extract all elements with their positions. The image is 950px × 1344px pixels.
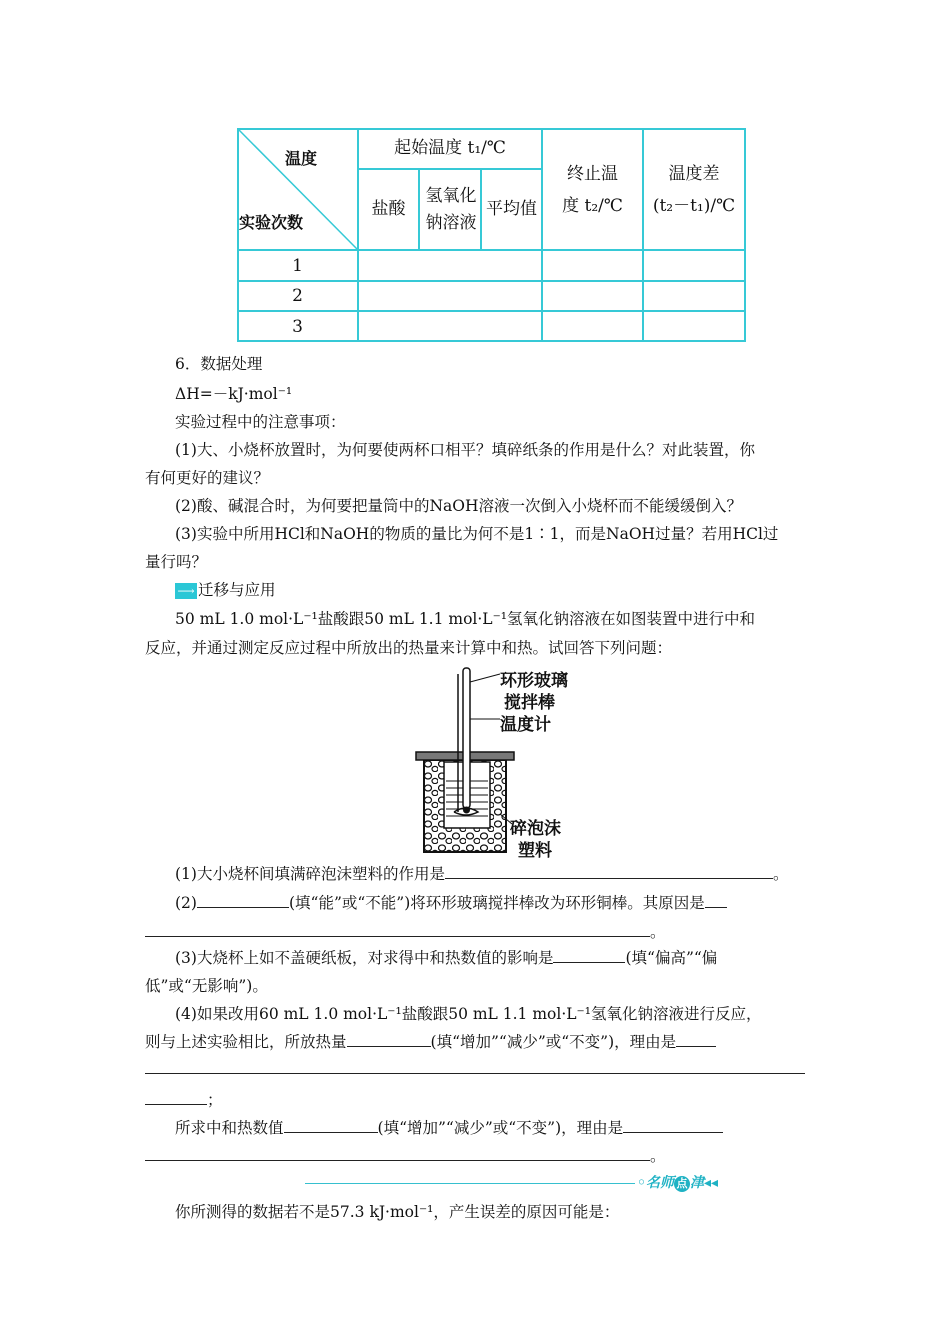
section-heading: 6．数据处理 [175, 355, 263, 373]
end-temp-header-1: 终止温 [567, 164, 618, 184]
answer-blank[interactable] [623, 1118, 723, 1133]
foam-label-2: 塑料 [518, 841, 552, 861]
logo-circle: 点 [674, 1176, 690, 1192]
stirrer-label-1: 环形玻璃 [500, 671, 568, 691]
answer-blank[interactable] [145, 1090, 207, 1105]
problem-text: 50 mL 1.0 mol·L⁻¹盐酸跟50 mL 1.1 mol·L⁻¹氢氧化钠溶液在如图装置中进行中和 [175, 610, 755, 628]
teacher-tip-logo [637, 1172, 718, 1192]
punct: 。 [772, 865, 789, 883]
answer-blank[interactable] [676, 1032, 716, 1047]
end-temp-header-2: 度 t₂/℃ [562, 196, 623, 216]
temp-diff-header-1: 温度差 [668, 164, 720, 184]
question-4-text-c: 所求中和热数值 [175, 1119, 284, 1137]
thermometer-label: 温度计 [500, 715, 551, 735]
question-2 [175, 891, 727, 913]
punct: 。 [650, 1147, 666, 1165]
question-1 [175, 862, 788, 884]
punct: 。 [650, 923, 666, 941]
note-2: (2)酸、碱混合时，为何要把量筒中的NaOH溶液一次倒入小烧杯而不能缓缓倒入？ [175, 497, 742, 515]
table-row-label: 3 [292, 317, 303, 337]
question-2-text: (填“能”或“不能”)将环形玻璃搅拌棒改为环形铜棒。其原因是 [288, 894, 705, 912]
answer-blank[interactable] [705, 893, 727, 908]
final-question: 你所测得的数据若不是57.3 kJ·mol⁻¹，产生误差的原因可能是： [175, 1203, 620, 1221]
note-1-cont: 有何更好的建议？ [145, 469, 270, 487]
question-1-text: (1)大小烧杯间填满碎泡沫塑料的作用是 [175, 865, 445, 883]
sub-header-avg: 平均值 [486, 199, 537, 219]
question-2-num: (2) [175, 894, 197, 912]
question-3-cont: 低”或“无影响”)。 [145, 977, 268, 995]
data-table [237, 128, 746, 342]
answer-blank[interactable] [197, 893, 289, 908]
temp-diff-header-2: (t₂－t₁)/℃ [652, 196, 736, 216]
note-3: (3)实验中所用HCl和NaOH的物质的量比为何不是1∶1，而是NaOH过量？若用HCl过 [175, 525, 779, 543]
question-3 [175, 946, 717, 968]
answer-blank[interactable] [145, 1146, 650, 1161]
section-tag [175, 578, 276, 600]
question-4-text: 则与上述实验相比，所放热量 [145, 1033, 347, 1051]
diag-header-bottom: 实验次数 [239, 213, 304, 232]
diag-header-top: 温度 [285, 149, 318, 168]
question-4-text-b: (填“增加”“减少”或“不变”)，理由是 [430, 1033, 677, 1051]
answer-blank[interactable] [553, 948, 625, 963]
question-4-end [145, 1088, 223, 1110]
logo-tail: 津 [689, 1175, 704, 1191]
chevron-left-icon: ◂◂ [703, 1175, 719, 1191]
answer-blank[interactable] [347, 1032, 431, 1047]
table-row-label: 1 [292, 256, 303, 276]
answer-blank[interactable] [445, 864, 773, 879]
note-3-cont: 量行吗？ [145, 553, 208, 571]
sub-header-naoh: 氢氧化钠溶液 [425, 186, 477, 233]
problem-text-cont: 反应，并通过测定反应过程中所放出的热量来计算中和热。试回答下列问题： [145, 639, 673, 657]
logo-dots: ◦ [637, 1175, 646, 1191]
notes-title: 实验过程中的注意事项： [175, 413, 346, 431]
question-4: (4)如果改用60 mL 1.0 mol·L⁻¹盐酸跟50 mL 1.1 mol·L⁻¹氢氧化钠溶液进行反应， [175, 1005, 762, 1023]
calorimeter-figure [410, 664, 580, 860]
punct: ； [207, 1091, 223, 1109]
stirrer-label-2: 搅拌棒 [504, 693, 555, 713]
start-temp-header: 起始温度 t₁/℃ [394, 138, 506, 158]
question-4-part2-cont [145, 1144, 666, 1166]
question-4-cont [145, 1030, 716, 1052]
sub-header-hcl: 盐酸 [371, 199, 406, 219]
table-row-label: 2 [292, 286, 303, 306]
answer-blank[interactable] [145, 922, 650, 937]
formula-line: ΔH=－kJ·mol⁻¹ [175, 385, 293, 403]
separator-line [305, 1183, 635, 1184]
section-tag-label: 迁移与应用 [198, 581, 276, 599]
question-3-text: (3)大烧杯上如不盖硬纸板，对求得中和热数值的影响是 [175, 949, 554, 967]
answer-line[interactable] [145, 1073, 805, 1074]
answer-blank[interactable] [284, 1118, 378, 1133]
arrow-icon: ⟶ [175, 583, 197, 599]
question-3-text-b: (填“偏高”“偏 [625, 949, 718, 967]
logo-text: 名师 [645, 1175, 674, 1191]
question-4-text-d: (填“增加”“减少”或“不变”)，理由是 [377, 1119, 624, 1137]
foam-label-1: 碎泡沫 [510, 819, 561, 839]
question-2-cont [145, 920, 666, 942]
note-1: (1)大、小烧杯放置时，为何要使两杯口相平？填碎纸条的作用是什么？对此装置，你 [175, 441, 755, 459]
question-4-part2 [175, 1116, 723, 1138]
